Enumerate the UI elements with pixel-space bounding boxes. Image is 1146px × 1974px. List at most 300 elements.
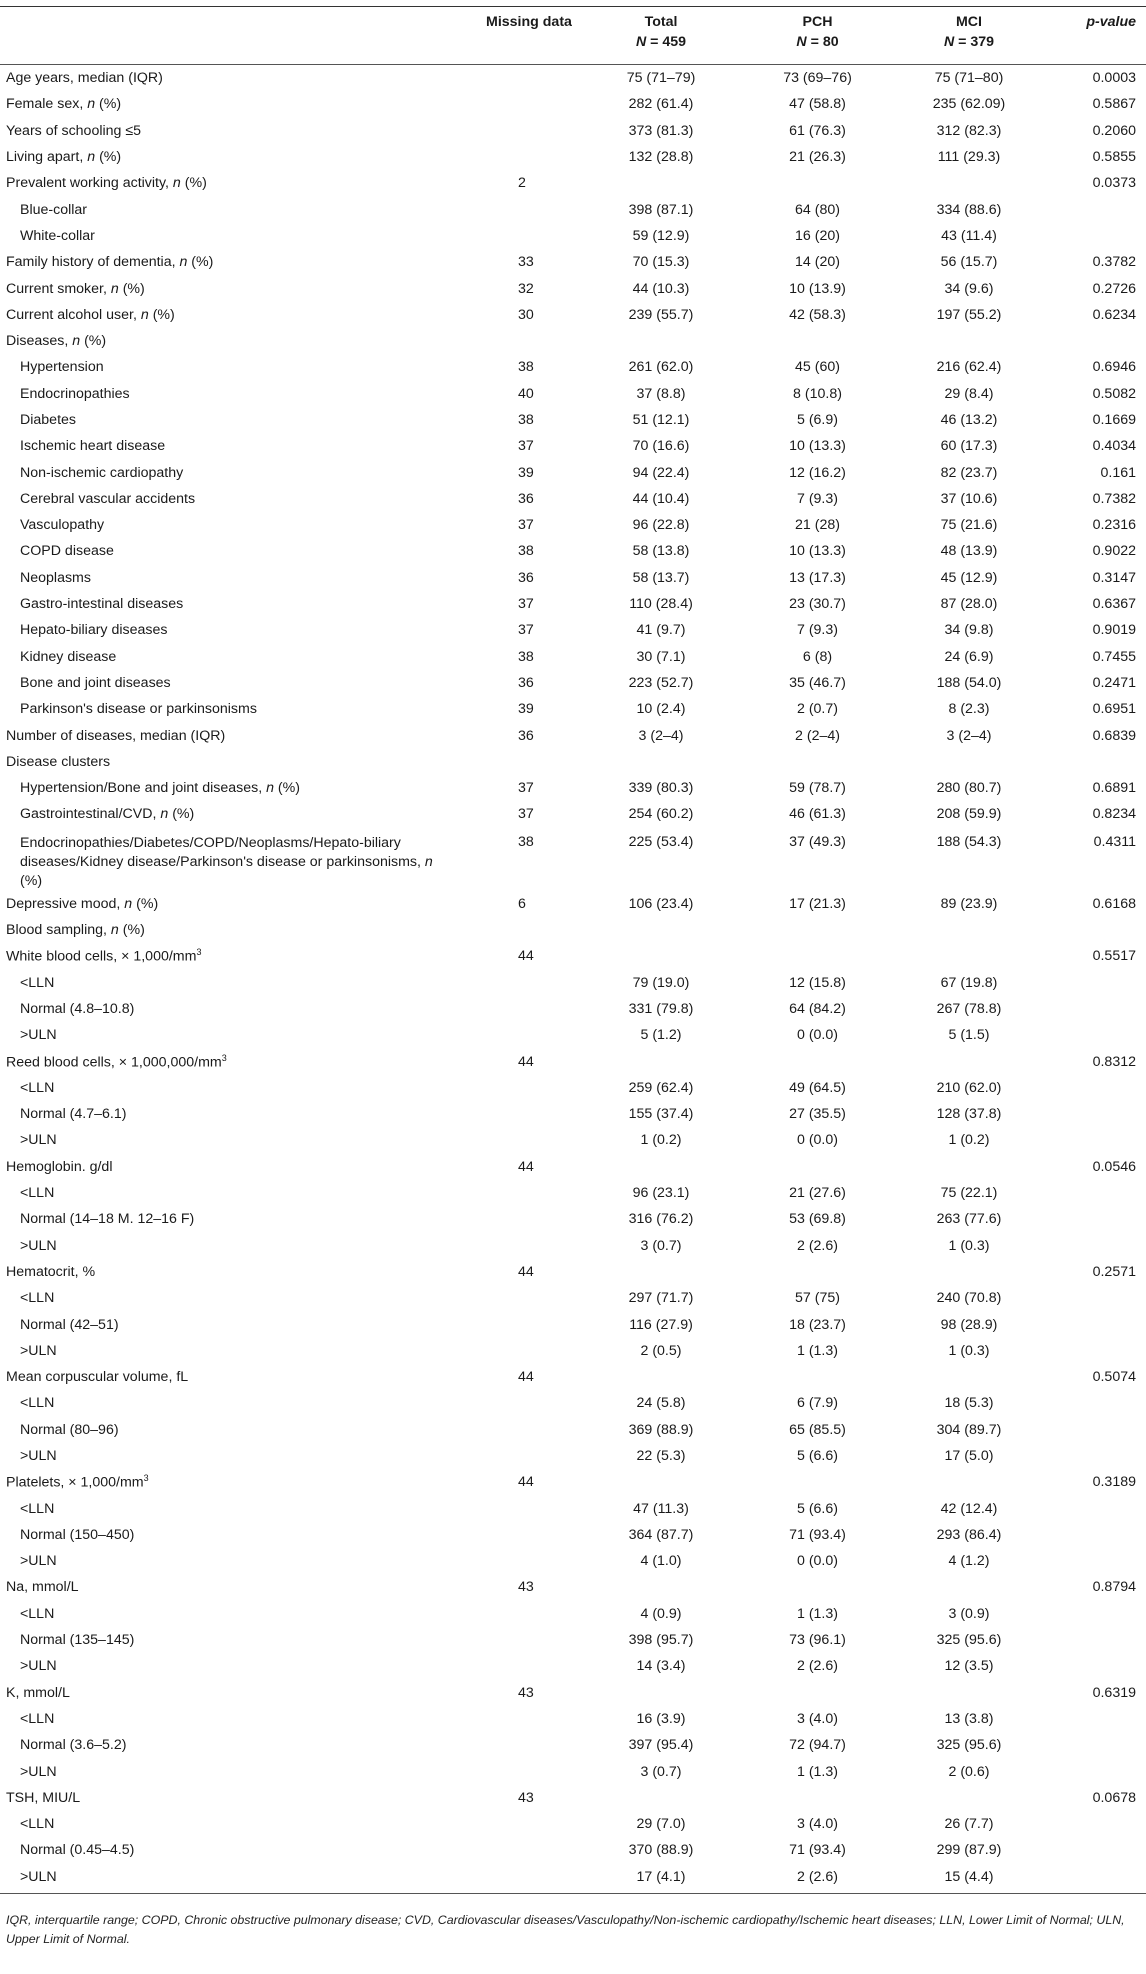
row-label: Non-ischemic cardiopathy [20, 464, 184, 481]
row-mci: 87 (28.0) [940, 596, 998, 613]
row-missing-data [462, 1338, 581, 1364]
row-pch: 5 (6.9) [796, 412, 838, 428]
row-missing-data: 37 [518, 780, 534, 797]
row-pch: 49 (64.5) [789, 1079, 846, 1096]
row-label: Normal (80–96) [20, 1421, 119, 1438]
table-row [0, 486, 1146, 512]
row-total: 316 (76.2) [628, 1211, 694, 1228]
row-pch: 42 (58.3) [789, 306, 846, 323]
row-pch: 2 (0.7) [796, 701, 838, 718]
table-row [0, 1574, 1146, 1600]
row-pch: 2 (2.6) [796, 1237, 838, 1254]
row-p-value: 0.5517 [1092, 948, 1136, 965]
row-missing-data [462, 917, 581, 943]
row-total: 41 (9.7) [636, 622, 686, 639]
table-row [0, 170, 1146, 196]
row-pch: 2 (2–4) [795, 727, 840, 744]
row-pch [741, 1574, 894, 1600]
row-pch: 2 (2.6) [796, 1658, 838, 1675]
row-missing-data: 37 [518, 438, 534, 455]
row-label: >ULN [20, 1763, 57, 1780]
row-total [581, 170, 741, 196]
row-label: Normal (4.7–6.1) [20, 1106, 127, 1123]
row-total: 24 (5.8) [636, 1395, 686, 1412]
header-missing-cell-2 [462, 34, 581, 65]
table-row [0, 538, 1146, 564]
row-missing-data [462, 1232, 581, 1258]
row-pch [741, 1154, 894, 1180]
table-row [0, 1364, 1146, 1390]
table-row [0, 1075, 1146, 1101]
row-mci: 17 (5.0) [944, 1447, 994, 1464]
row-p-value [1044, 1522, 1146, 1548]
row-p-value: 0.9019 [1092, 622, 1136, 639]
row-label: Normal (0.45–4.5) [20, 1842, 135, 1859]
table-row [0, 970, 1146, 996]
row-p-value [1044, 196, 1146, 222]
row-missing-data [462, 1627, 581, 1653]
table-row [0, 1443, 1146, 1469]
row-label: >ULN [20, 1132, 57, 1149]
row-mci: 15 (4.4) [894, 1864, 1044, 1894]
row-pch: 7 (9.3) [796, 622, 838, 639]
row-total: 1 (0.2) [640, 1132, 682, 1149]
row-mci: 235 (62.09) [932, 96, 1006, 113]
row-p-value [1044, 1758, 1146, 1784]
row-label: Ischemic heart disease [20, 438, 166, 455]
header-n-total: N = 459 [581, 34, 741, 65]
row-pch: 35 (46.7) [789, 674, 846, 691]
header-label-cell [0, 7, 462, 35]
row-missing-data [462, 1390, 581, 1416]
row-pch: 12 (15.8) [789, 974, 846, 991]
table-row [0, 275, 1146, 301]
row-pch: 61 (76.3) [789, 122, 846, 139]
row-missing-data: 38 [518, 833, 534, 850]
row-label: Female sex, n (%) [6, 96, 122, 113]
row-mci: 197 (55.2) [936, 306, 1002, 323]
table-row [0, 1154, 1146, 1180]
table-row [0, 1706, 1146, 1732]
table-row [0, 617, 1146, 643]
row-pch: 12 (16.2) [789, 464, 846, 481]
row-label: Reed blood cells, × $1,000,000/mm^3$ [6, 1052, 227, 1071]
row-mci: 12 (3.5) [944, 1658, 994, 1675]
row-p-value: 0.8234 [1092, 806, 1136, 823]
row-total: 2 (0.5) [640, 1342, 682, 1359]
row-mci [894, 943, 1044, 969]
row-label: COPD disease [20, 543, 114, 560]
row-p-value: 0.7455 [1092, 648, 1136, 665]
row-total: 261 (62.0) [628, 359, 694, 376]
row-total: 4 (1.0) [640, 1553, 682, 1570]
table-row [0, 1601, 1146, 1627]
row-total: 44 (10.4) [632, 490, 690, 507]
row-p-value: 0.4034 [1092, 438, 1136, 455]
row-mci: 304 (89.7) [936, 1421, 1002, 1438]
row-mci: 188 (54.3) [936, 833, 1002, 850]
row-label: Gastrointestinal/CVD, n (%) [20, 806, 195, 823]
row-total: 239 (55.7) [628, 306, 694, 323]
row-p-value: 0.5867 [1092, 96, 1136, 113]
row-p-value [1044, 1180, 1146, 1206]
row-mci [894, 1469, 1044, 1495]
row-mci: 26 (7.7) [944, 1816, 994, 1833]
row-p-value: 0.1669 [1092, 412, 1136, 428]
row-total: 3 (0.7) [640, 1237, 682, 1254]
row-missing-data: 43 [518, 1579, 534, 1596]
row-p-value: 0.2060 [1092, 122, 1136, 139]
row-mci: 5 (1.5) [948, 1027, 990, 1044]
table-row [0, 1232, 1146, 1258]
row-mci: 299 (87.9) [936, 1842, 1002, 1859]
row-pch [741, 328, 894, 354]
row-mci: 60 (17.3) [940, 438, 998, 455]
row-label: Bone and joint diseases [20, 674, 171, 691]
row-total [581, 749, 741, 775]
row-mci: 18 (5.3) [944, 1395, 994, 1412]
row-mci: 128 (37.8) [936, 1106, 1002, 1123]
row-mci: 325 (95.6) [936, 1737, 1002, 1754]
row-total [581, 943, 741, 969]
table-row [0, 1732, 1146, 1758]
row-mci: 240 (70.8) [936, 1290, 1002, 1307]
row-p-value [1044, 1390, 1146, 1416]
row-mci: 89 (23.9) [940, 895, 998, 912]
row-label: Blue-collar [20, 201, 88, 218]
row-label: Cerebral vascular accidents [20, 490, 196, 507]
row-p-value: 0.8312 [1092, 1053, 1136, 1070]
row-missing-data: 44 [518, 1474, 534, 1491]
row-missing-data: 43 [518, 1684, 534, 1701]
row-label: >ULN [20, 1342, 57, 1359]
row-label: Normal (14–18 M. 12–16 F) [20, 1211, 195, 1228]
row-p-value [1044, 1206, 1146, 1232]
row-total: 5 (1.2) [640, 1027, 682, 1044]
header-total: Total [581, 7, 741, 35]
row-total: 369 (88.9) [628, 1421, 694, 1438]
row-label: Hepato-biliary diseases [20, 622, 168, 639]
row-p-value: 0.6951 [1092, 701, 1136, 718]
row-total [581, 1574, 741, 1600]
row-mci [894, 917, 1044, 943]
row-missing-data [462, 1022, 581, 1048]
row-total [581, 1785, 741, 1811]
row-p-value: 0.3147 [1092, 569, 1136, 586]
row-p-value [1044, 749, 1146, 775]
row-mci: 3 (0.9) [948, 1605, 990, 1622]
row-label: >ULN [20, 1237, 57, 1254]
row-mci: 8 (2.3) [948, 701, 990, 718]
row-missing-data: 37 [518, 517, 534, 534]
row-total [581, 1469, 741, 1495]
row-mci: 1 (0.3) [948, 1342, 990, 1359]
row-pch: 8 (10.8) [793, 385, 842, 402]
row-pch: 1 (1.3) [796, 1763, 838, 1780]
row-p-value [1044, 1417, 1146, 1443]
row-total: 398 (95.7) [628, 1632, 694, 1649]
row-missing-data: 38 [518, 359, 534, 376]
row-missing-data: 37 [518, 622, 534, 639]
table-row [0, 1680, 1146, 1706]
row-mci: 325 (95.6) [936, 1632, 1002, 1649]
row-total: 59 (12.9) [632, 227, 690, 244]
row-label: White-collar [20, 227, 95, 244]
row-pch: 7 (9.3) [796, 490, 838, 507]
row-label: >ULN [20, 1553, 57, 1570]
row-total: 373 (81.3) [628, 122, 694, 139]
row-p-value [1044, 1311, 1146, 1337]
table-row [0, 302, 1146, 328]
row-mci: 3 (2–4) [946, 727, 992, 744]
row-p-value [1044, 1864, 1146, 1894]
table-row [0, 1522, 1146, 1548]
row-missing-data [462, 1101, 581, 1127]
table-row [0, 328, 1146, 354]
row-pch: 46 (61.3) [789, 806, 846, 823]
row-missing-data [462, 1837, 581, 1863]
row-label: <LLN [20, 974, 55, 991]
row-pch: 45 (60) [795, 359, 840, 376]
table-row [0, 91, 1146, 117]
row-mci: 1 (0.3) [948, 1237, 990, 1254]
row-mci: 34 (9.6) [944, 280, 994, 297]
table-row [0, 801, 1146, 827]
row-total: 331 (79.8) [628, 1000, 694, 1017]
table-row [0, 917, 1146, 943]
row-label: Age years, median (IQR) [6, 70, 163, 87]
row-p-value: 0.2726 [1092, 280, 1136, 297]
row-missing-data [462, 91, 581, 117]
row-pch: 10 (13.9) [789, 280, 846, 297]
row-label: Platelets, × $1,000/mm^3$ [6, 1473, 149, 1492]
row-total: 96 (22.8) [632, 517, 690, 534]
row-pch: 0 (0.0) [796, 1027, 838, 1044]
row-label: Hypertension/Bone and joint diseases, n (%) [20, 780, 300, 797]
row-mci: 75 (22.1) [940, 1185, 998, 1202]
row-mci: 188 (54.0) [936, 674, 1002, 691]
row-p-value [1044, 1443, 1146, 1469]
row-p-value [1044, 1232, 1146, 1258]
row-total: 364 (87.7) [628, 1526, 694, 1543]
table-row [0, 223, 1146, 249]
row-pch [741, 170, 894, 196]
row-p-value [1044, 328, 1146, 354]
row-pch: 6 (7.9) [796, 1395, 838, 1412]
row-label: <LLN [20, 1395, 55, 1412]
header-p-value: p-value [1044, 7, 1146, 35]
row-pch: 47 (58.8) [789, 96, 846, 113]
row-pch: 3 (4.0) [796, 1710, 838, 1727]
row-total: 282 (61.4) [628, 96, 694, 113]
row-pch [741, 917, 894, 943]
table-row [0, 1548, 1146, 1574]
row-total: 47 (11.3) [633, 1500, 689, 1517]
row-mci: 75 (21.6) [940, 517, 998, 534]
row-mci: 29 (8.4) [944, 385, 994, 402]
row-p-value: 0.9022 [1092, 543, 1136, 560]
row-total [581, 1364, 741, 1390]
row-missing-data: 37 [518, 806, 534, 823]
table-row [0, 670, 1146, 696]
row-p-value: 0.161 [1100, 464, 1136, 481]
row-pch [741, 1048, 894, 1074]
row-pch: 2 (2.6) [741, 1864, 894, 1894]
row-pch: 3 (4.0) [796, 1816, 838, 1833]
row-label: Living apart, n (%) [6, 149, 122, 166]
row-missing-data [462, 223, 581, 249]
row-total [581, 1048, 741, 1074]
row-missing-data [462, 1811, 581, 1837]
row-missing-data [462, 196, 581, 222]
row-total: 14 (3.4) [636, 1658, 686, 1675]
row-p-value: 0.5855 [1092, 149, 1136, 166]
row-p-value [1044, 1285, 1146, 1311]
table-row [0, 65, 1146, 92]
row-total: 4 (0.9) [640, 1605, 682, 1622]
row-label: Hematocrit, % [6, 1263, 96, 1280]
row-pch: 1 (1.3) [796, 1342, 838, 1359]
row-p-value: 0.6234 [1092, 306, 1136, 323]
row-label: White blood cells, × $1,000/mm^3$ [6, 947, 202, 966]
row-missing-data [462, 1706, 581, 1732]
table-row [0, 591, 1146, 617]
row-pch: 10 (13.3) [789, 438, 846, 455]
table-row [0, 1837, 1146, 1863]
row-total: 29 (7.0) [636, 1816, 686, 1833]
table-row [0, 407, 1146, 433]
row-pch [741, 1680, 894, 1706]
row-label: Endocrinopathies/Diabetes/COPD/Neoplasms/Hepato-biliary diseases/Kidney disease/Parkinson's disease or parkinsonisms, n (%) [20, 834, 433, 889]
row-missing-data: 2 [518, 175, 526, 192]
table-row [0, 1311, 1146, 1337]
row-p-value: 0.0678 [1092, 1789, 1136, 1806]
row-label: <LLN [20, 1816, 55, 1833]
row-pch [741, 1364, 894, 1390]
row-total: 225 (53.4) [628, 833, 694, 850]
table-row [0, 749, 1146, 775]
row-label: >ULN [20, 1658, 57, 1675]
row-mci: 75 (71–80) [934, 70, 1004, 87]
row-mci: 42 (12.4) [940, 1500, 998, 1517]
row-label: <LLN [20, 1710, 55, 1727]
row-p-value: 0.6367 [1092, 596, 1136, 613]
row-p-value: 0.3189 [1092, 1474, 1136, 1491]
row-missing-data [462, 144, 581, 170]
row-missing-data [462, 1206, 581, 1232]
row-missing-data: 37 [518, 596, 534, 613]
row-missing-data [462, 65, 581, 92]
characteristics-table [0, 6, 1146, 1894]
row-mci: 56 (15.7) [940, 254, 998, 271]
table-row [0, 696, 1146, 722]
row-label: Vasculopathy [20, 517, 105, 534]
row-pch: 53 (69.8) [789, 1211, 846, 1228]
table-row [0, 1285, 1146, 1311]
row-p-value [1044, 1075, 1146, 1101]
row-label: <LLN [20, 1605, 55, 1622]
table-row [0, 1206, 1146, 1232]
row-mci: 82 (23.7) [940, 464, 998, 481]
row-missing-data [462, 1495, 581, 1521]
row-label: Normal (4.8–10.8) [20, 1000, 135, 1017]
row-total: 37 (8.8) [636, 385, 686, 402]
table-row [0, 644, 1146, 670]
row-pch: 73 (96.1) [789, 1632, 846, 1649]
table-row [0, 1864, 1146, 1894]
row-pch: 0 (0.0) [796, 1132, 838, 1149]
row-mci: 334 (88.6) [936, 201, 1002, 218]
row-label: >ULN [20, 1447, 57, 1464]
row-p-value [1044, 996, 1146, 1022]
row-p-value [1044, 1101, 1146, 1127]
row-total: 30 (7.1) [636, 648, 686, 665]
row-total [581, 1259, 741, 1285]
row-mci: 208 (59.9) [936, 806, 1002, 823]
row-missing-data: 44 [518, 1369, 534, 1386]
row-missing-data: 44 [518, 948, 534, 965]
row-total: 70 (16.6) [632, 438, 690, 455]
table-row [0, 996, 1146, 1022]
row-total: 58 (13.7) [632, 569, 690, 586]
table-footnote: IQR, interquartile range; COPD, Chronic obstructive pulmonary disease; CVD, Cardiovascular diseases/Vasculopathy/Non-ischemic cardiopathy/Ischemic heart diseases; LLN, Lower Limit of Normal; ULN, Upper Limit of Normal. [6, 1913, 1125, 1946]
table-row [0, 1048, 1146, 1074]
row-label: Years of schooling ≤5 [6, 122, 142, 139]
row-missing-data [462, 328, 581, 354]
row-pch [741, 1785, 894, 1811]
row-missing-data: 44 [518, 1053, 534, 1070]
row-mci: 111 (29.3) [937, 149, 1001, 166]
row-pch: 64 (80) [795, 201, 840, 218]
table-row [0, 828, 1146, 891]
row-pch: 1 (1.3) [796, 1605, 838, 1622]
row-mci: 46 (13.2) [940, 412, 998, 428]
row-total: 22 (5.3) [636, 1447, 686, 1464]
row-missing-data: 32 [518, 280, 534, 297]
row-missing-data: 43 [518, 1789, 534, 1806]
row-mci: 267 (78.8) [936, 1000, 1002, 1017]
row-missing-data [462, 1180, 581, 1206]
table-row [0, 1127, 1146, 1153]
header-mci: MCI [894, 7, 1044, 35]
row-pch: 65 (85.5) [789, 1421, 846, 1438]
row-total: 70 (15.3) [632, 254, 690, 271]
row-missing-data [462, 1864, 581, 1894]
row-missing-data [462, 1417, 581, 1443]
row-mci: 4 (1.2) [948, 1553, 990, 1570]
header-p-cell-2 [1044, 34, 1146, 65]
row-mci: 263 (77.6) [936, 1211, 1002, 1228]
row-label: Number of diseases, median (IQR) [6, 727, 226, 744]
row-pch: 23 (30.7) [789, 596, 846, 613]
row-total: 155 (37.4) [628, 1106, 694, 1123]
row-label: <LLN [20, 1079, 55, 1096]
table-row [0, 1180, 1146, 1206]
row-p-value [1044, 917, 1146, 943]
table-row [0, 943, 1146, 969]
row-label: <LLN [20, 1290, 55, 1307]
row-total: 79 (19.0) [632, 974, 690, 991]
row-missing-data: 39 [518, 464, 534, 481]
row-mci: 293 (86.4) [936, 1526, 1002, 1543]
row-mci: 1 (0.2) [948, 1132, 990, 1149]
row-missing-data: 6 [518, 895, 526, 912]
row-p-value: 0.6839 [1092, 727, 1136, 744]
row-label: Mean corpuscular volume, fL [6, 1369, 189, 1386]
row-total: 116 (27.9) [629, 1316, 693, 1333]
row-missing-data [462, 1548, 581, 1574]
row-label: Normal (150–450) [20, 1526, 135, 1543]
